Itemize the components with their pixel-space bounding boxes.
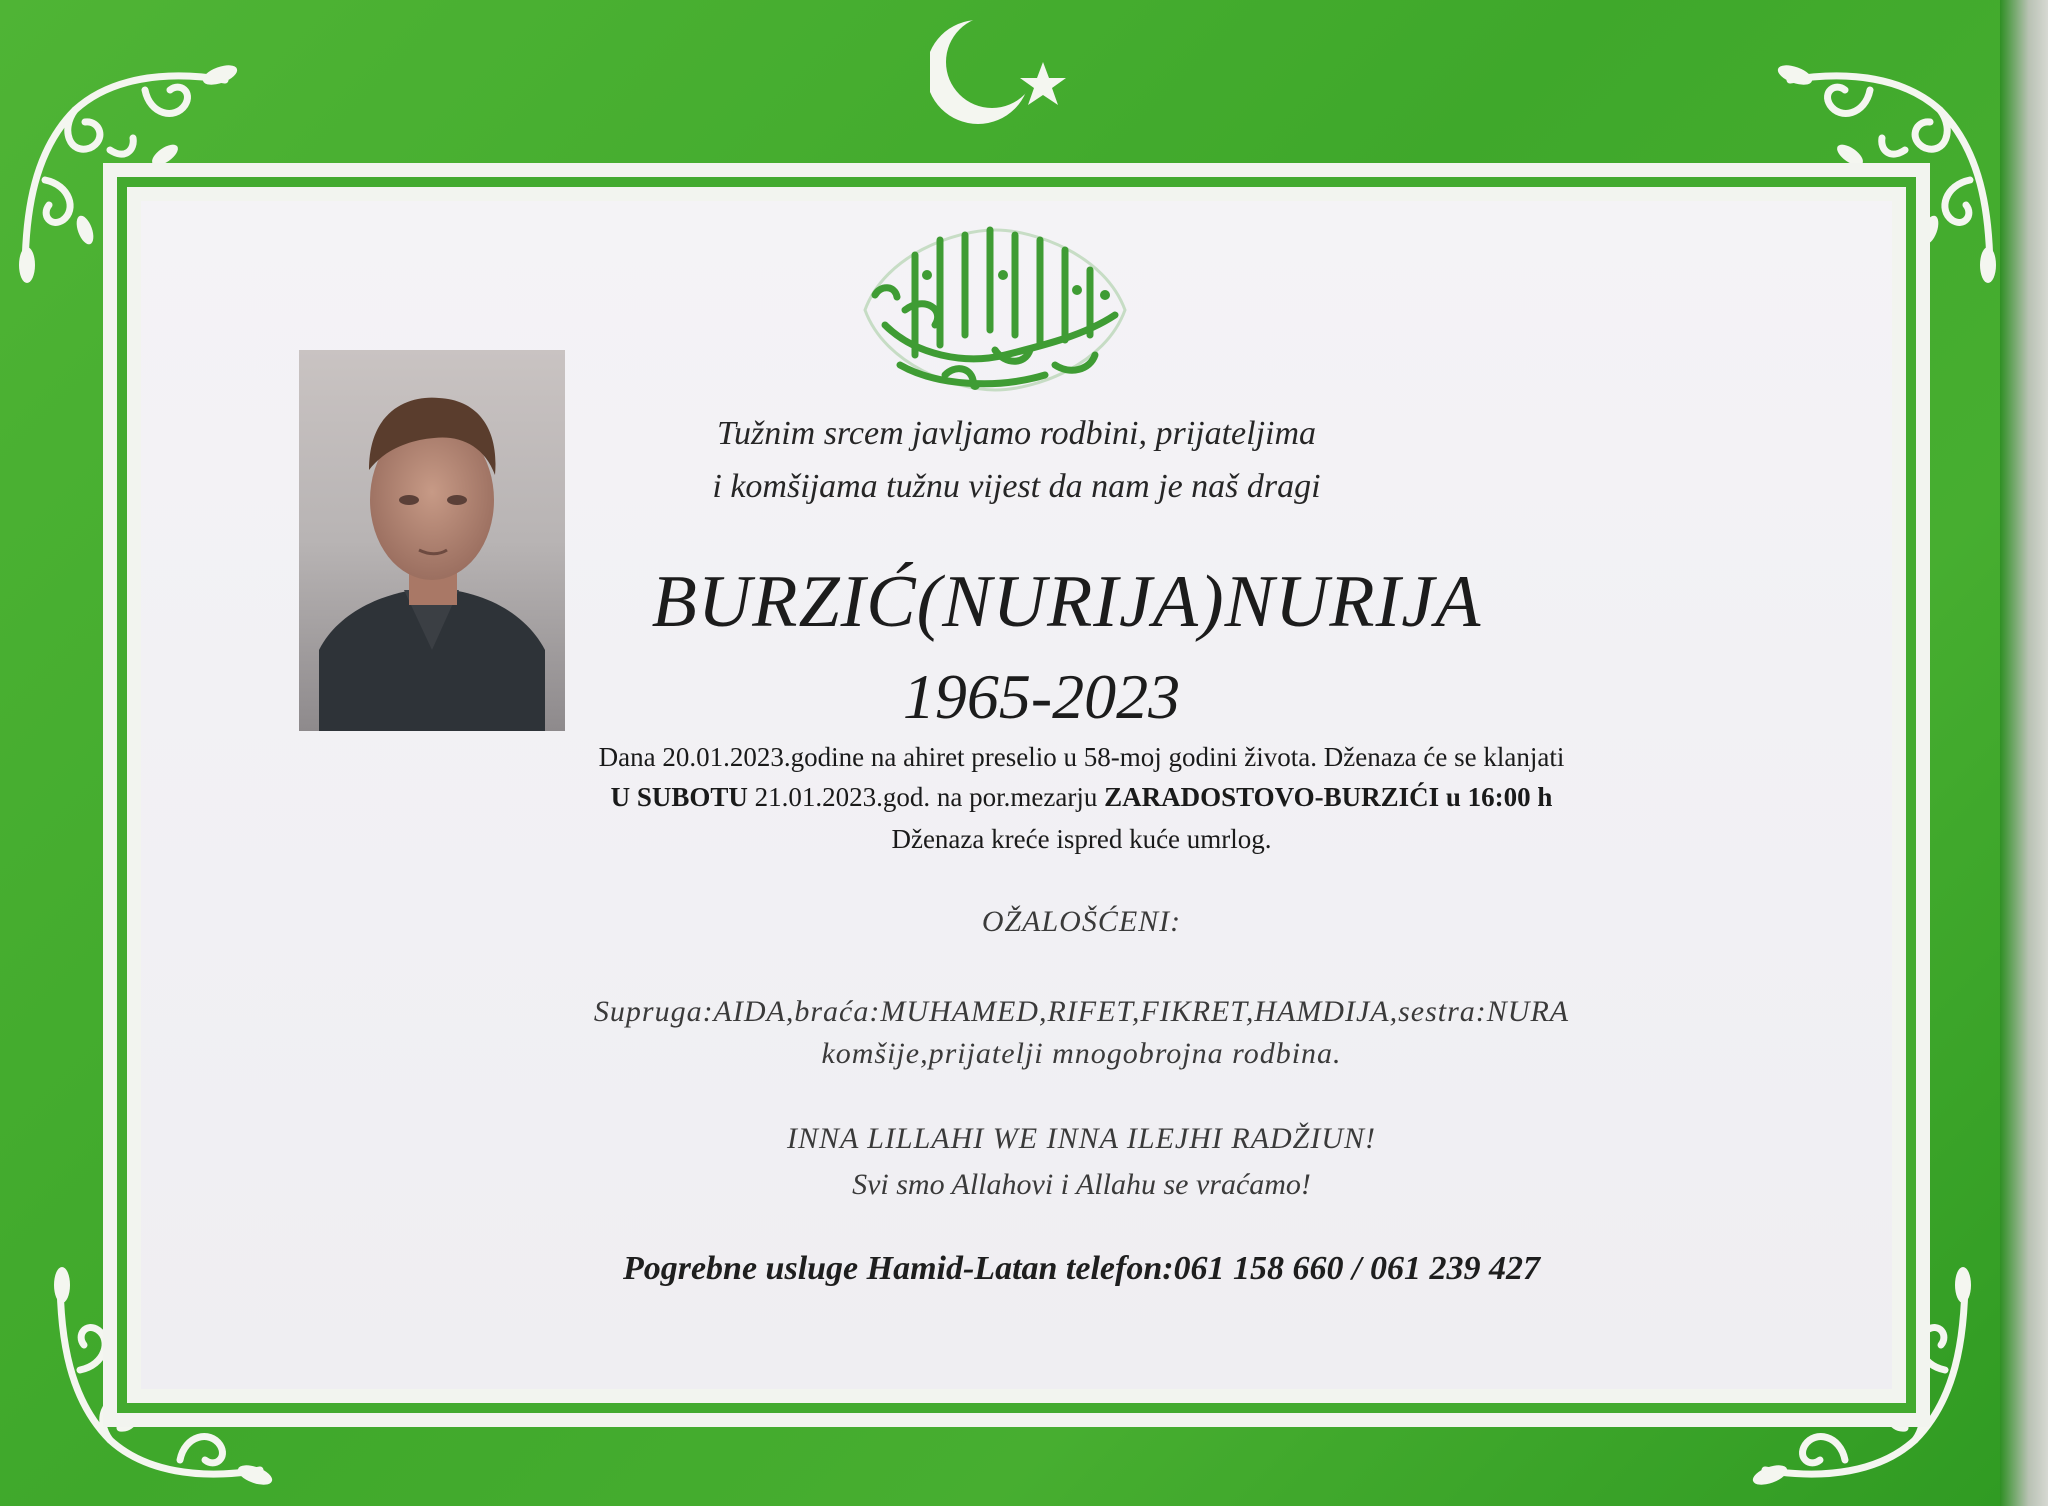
mourners-line-2: komšije,prijatelji mnogobrojna rodbina. (821, 1037, 1342, 1070)
funeral-date-place: 21.01.2023.god. na por.mezarju (747, 782, 1105, 812)
intro-line-1: Tužnim srcem javljamo rodbini, prijateljima (716, 415, 1317, 452)
card-edge-shadow (2000, 0, 2048, 1506)
cemetery-name: ZARADOSTOVO-BURZIĆI (1104, 782, 1440, 812)
svi-smo-line: Svi smo Allahovi i Allahu se vraćamo! (852, 1168, 1311, 1201)
crescent-star-icon (930, 10, 1080, 140)
funeral-info-line-1: Dana 20.01.2023.godine na ahiret preselio u 58-moj godini života. Dženaza će se klanjati (598, 742, 1565, 772)
deceased-name: BURZIĆ(NURIJA)NURIJA (651, 561, 1482, 643)
funeral-time: u 16:00 h (1439, 782, 1553, 812)
arabic-calligraphy-emblem (845, 215, 1145, 405)
funeral-info-line-3: Dženaza kreće ispred kuće umrlog. (891, 824, 1272, 854)
funeral-services-contact: Pogrebne usluge Hamid-Latan telefon:061 158 660 / 061 239 427 (622, 1250, 1541, 1287)
funeral-info-line-2 (141, 782, 1892, 813)
funeral-day: U SUBOTU (610, 782, 748, 812)
mourners-line-1: Supruga:AIDA,braća:MUHAMED,RIFET,FIKRET,HAMDIJA,sestra:NURA (593, 995, 1570, 1028)
inna-lillahi-line: INNA LILLAHI WE INNA ILEJHI RADŽIUN! (786, 1122, 1377, 1155)
mourners-heading: OŽALOŠĆENI: (981, 905, 1182, 938)
life-years: 1965-2023 (902, 661, 1181, 732)
intro-line-2: i komšijama tužnu vijest da nam je naš dragi (712, 468, 1321, 505)
